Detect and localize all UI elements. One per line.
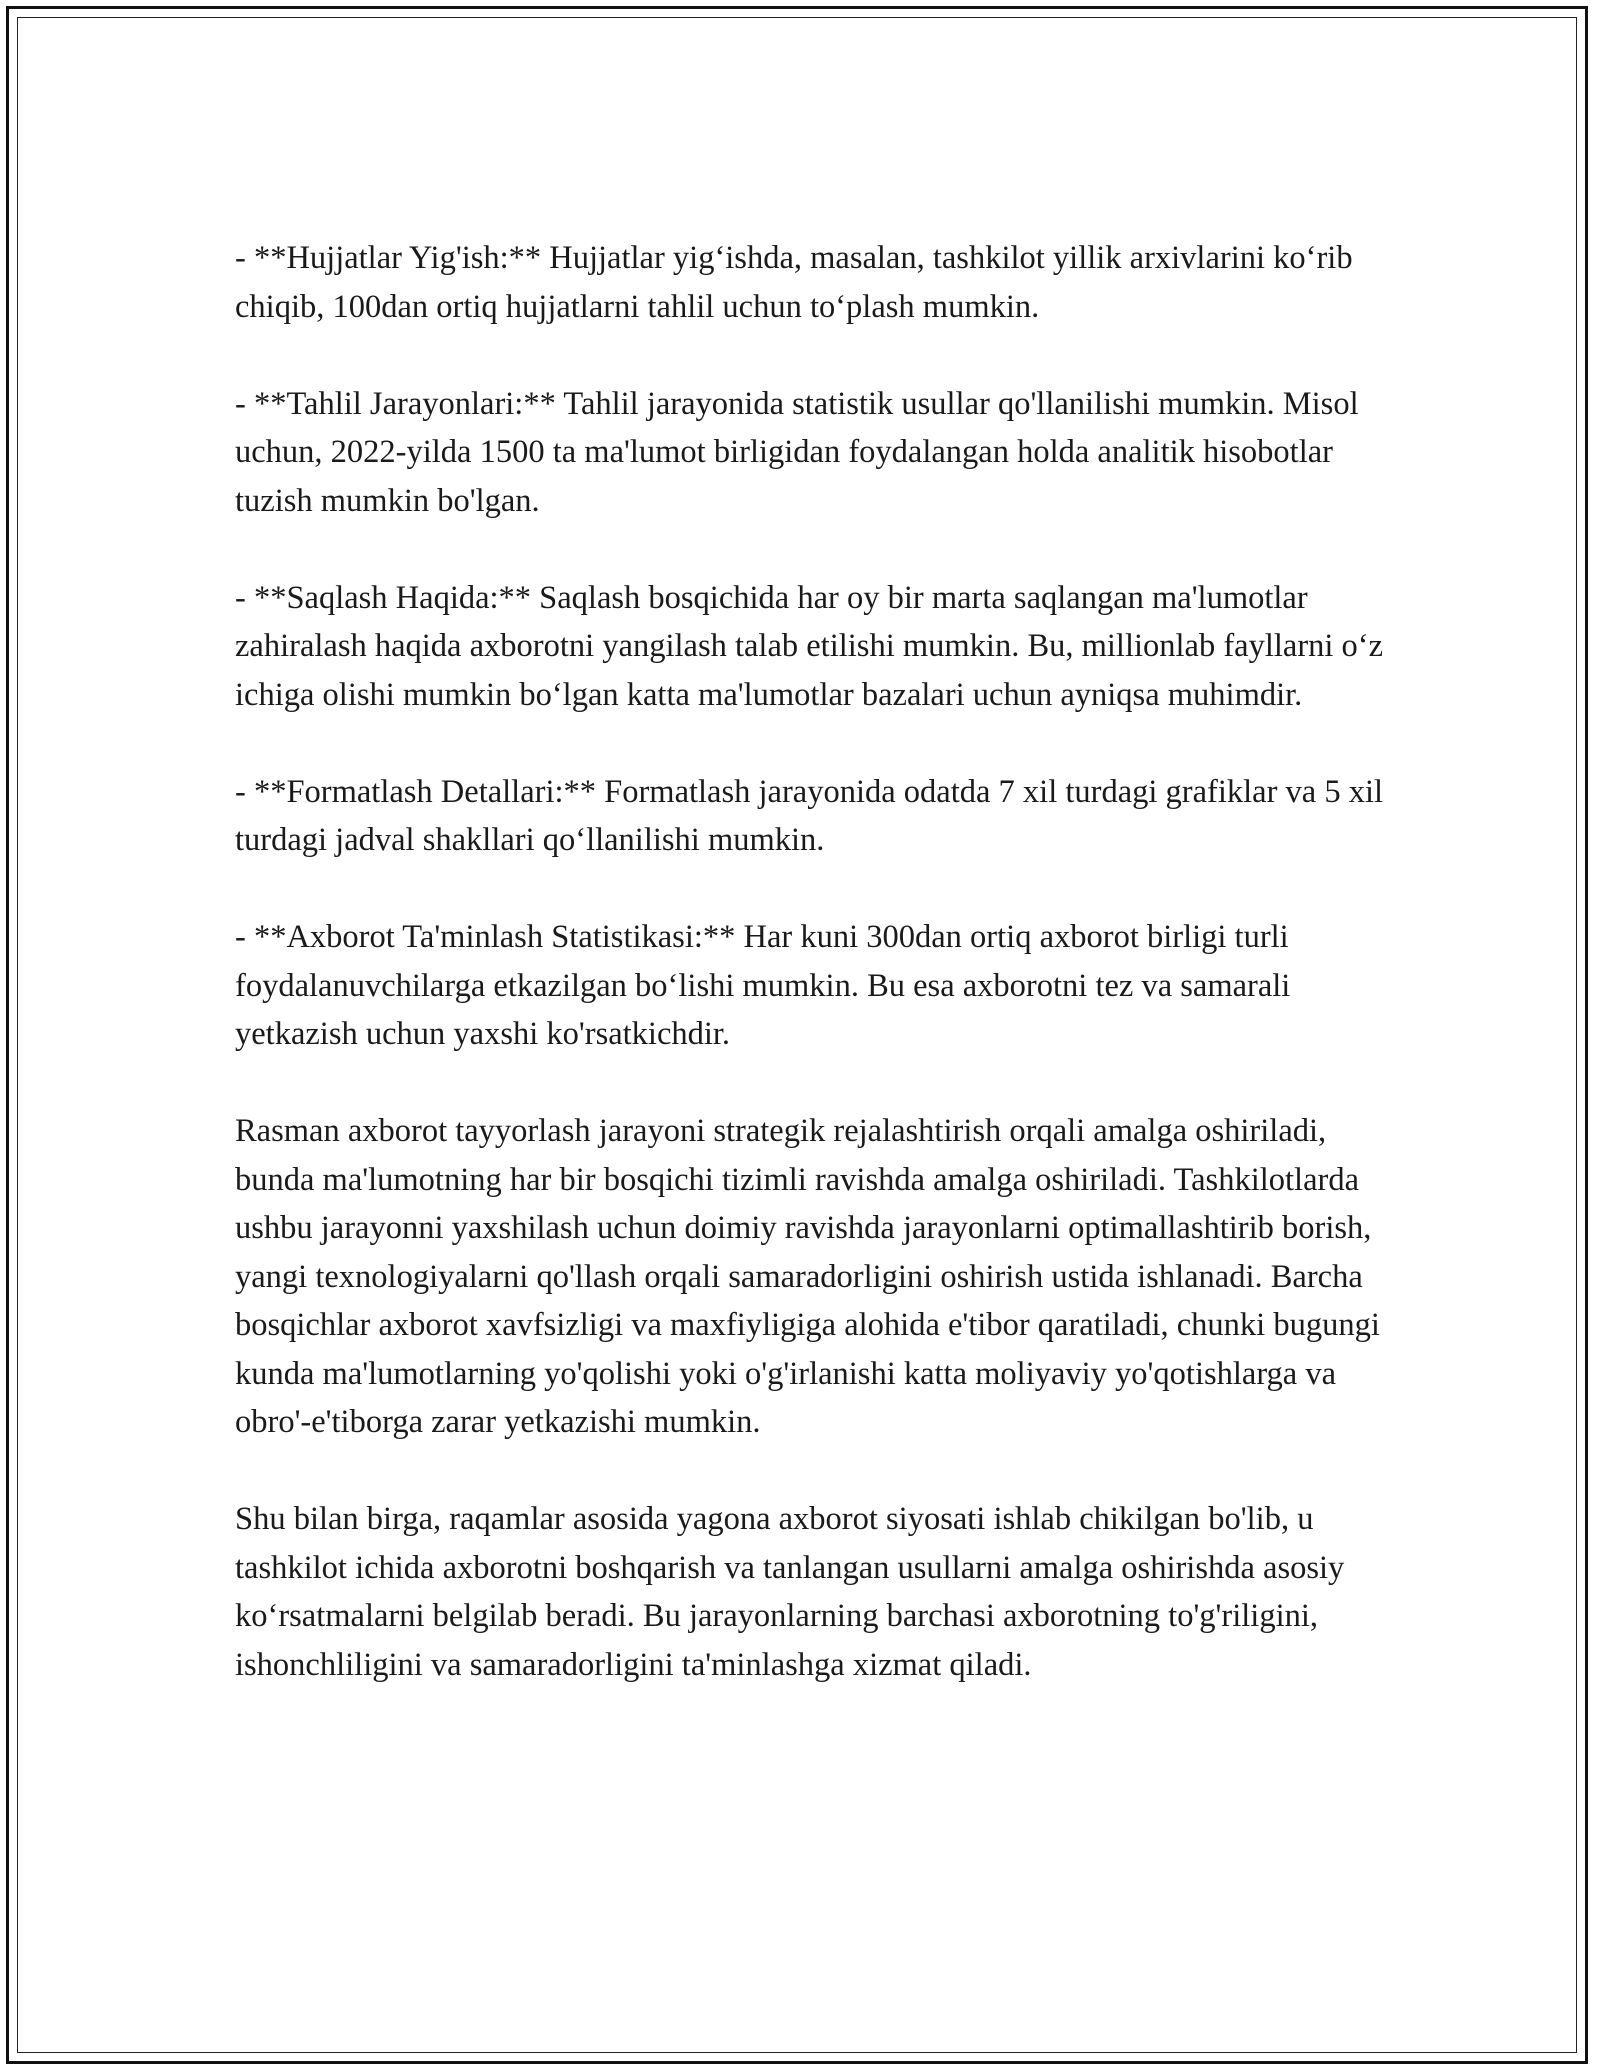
- document-body: [235, 234, 1385, 1738]
- paragraph-axborot-taminlash: - **Axborot Ta'minlash Statistikasi:** Har kuni 300dan ortiq axborot birligi turli foydalanuvchilarga etkazilgan bo‘lishi mumkin. Bu esa axborotni tez va samarali yetkazish uchun yaxshi ko'rsatkichdir.: [235, 919, 1291, 1052]
- paragraph-formatlash-detallari: - **Formatlash Detallari:** Formatlash jarayonida odatda 7 xil turdagi grafiklar va 5 xil turdagi jadval shakllari qo‘llanilishi mumkin.: [235, 773, 1384, 858]
- paragraph-rasman-axborot: Rasman axborot tayyorlash jarayoni strategik rejalashtirish orqali amalga oshiriladi, bunda ma'lumotning har bir bosqichi tizimli ravishda amalga oshiriladi. Tashkilotlarda ushbu jarayonni yaxshilash uchun doimiy ravishda jarayonlarni optimallashtirib borish, yangi texnologiyalarni qo'llash orqali samaradorligini oshirish ustida ishlanadi. Barcha bosqichlar axborot xavfsizligi va maxfiyligiga alohida e'tibor qaratiladi, chunki bugungi kunda ma'lumotlarning yo'qolishi yoki o'g'irlanishi katta moliyaviy yo'qotishlarga va obro'-e'tiborga zarar yetkazishi mumkin.: [235, 1113, 1380, 1440]
- paragraph-shu-bilan-birga: Shu bilan birga, raqamlar asosida yagona axborot siyosati ishlab chikilgan bo'lib, u tashkilot ichida axborotni boshqarish va tanlangan usullarni amalga oshirishda asosiy ko‘rsatmalarni belgilab beradi. Bu jarayonlarning barchasi axborotning to'g'riligini, ishonchliligini va samaradorligini ta'minlashga xizmat qiladi.: [235, 1501, 1345, 1683]
- paragraph-hujjatlar-yigish: - **Hujjatlar Yig'ish:** Hujjatlar yig‘ishda, masalan, tashkilot yillik arxivlarini ko‘rib chiqib, 100dan ortiq hujjatlarni tahlil uchun to‘plash mumkin.: [235, 240, 1353, 325]
- paragraph-saqlash-haqida: - **Saqlash Haqida:** Saqlash bosqichida har oy bir marta saqlangan ma'lumotlar zahiralash haqida axborotni yangilash talab etilishi mumkin. Bu, millionlab fayllarni o‘z ichiga olishi mumkin bo‘lgan katta ma'lumotlar bazalari uchun ayniqsa muhimdir.: [235, 579, 1384, 713]
- paragraph-tahlil-jarayonlari: - **Tahlil Jarayonlari:** Tahlil jarayonida statistik usullar qo'llanilishi mumkin. Misol uchun, 2022-yilda 1500 ta ma'lumot birligidan foydalangan holda analitik hisobotlar tuzish mumkin bo'lgan.: [235, 385, 1359, 519]
